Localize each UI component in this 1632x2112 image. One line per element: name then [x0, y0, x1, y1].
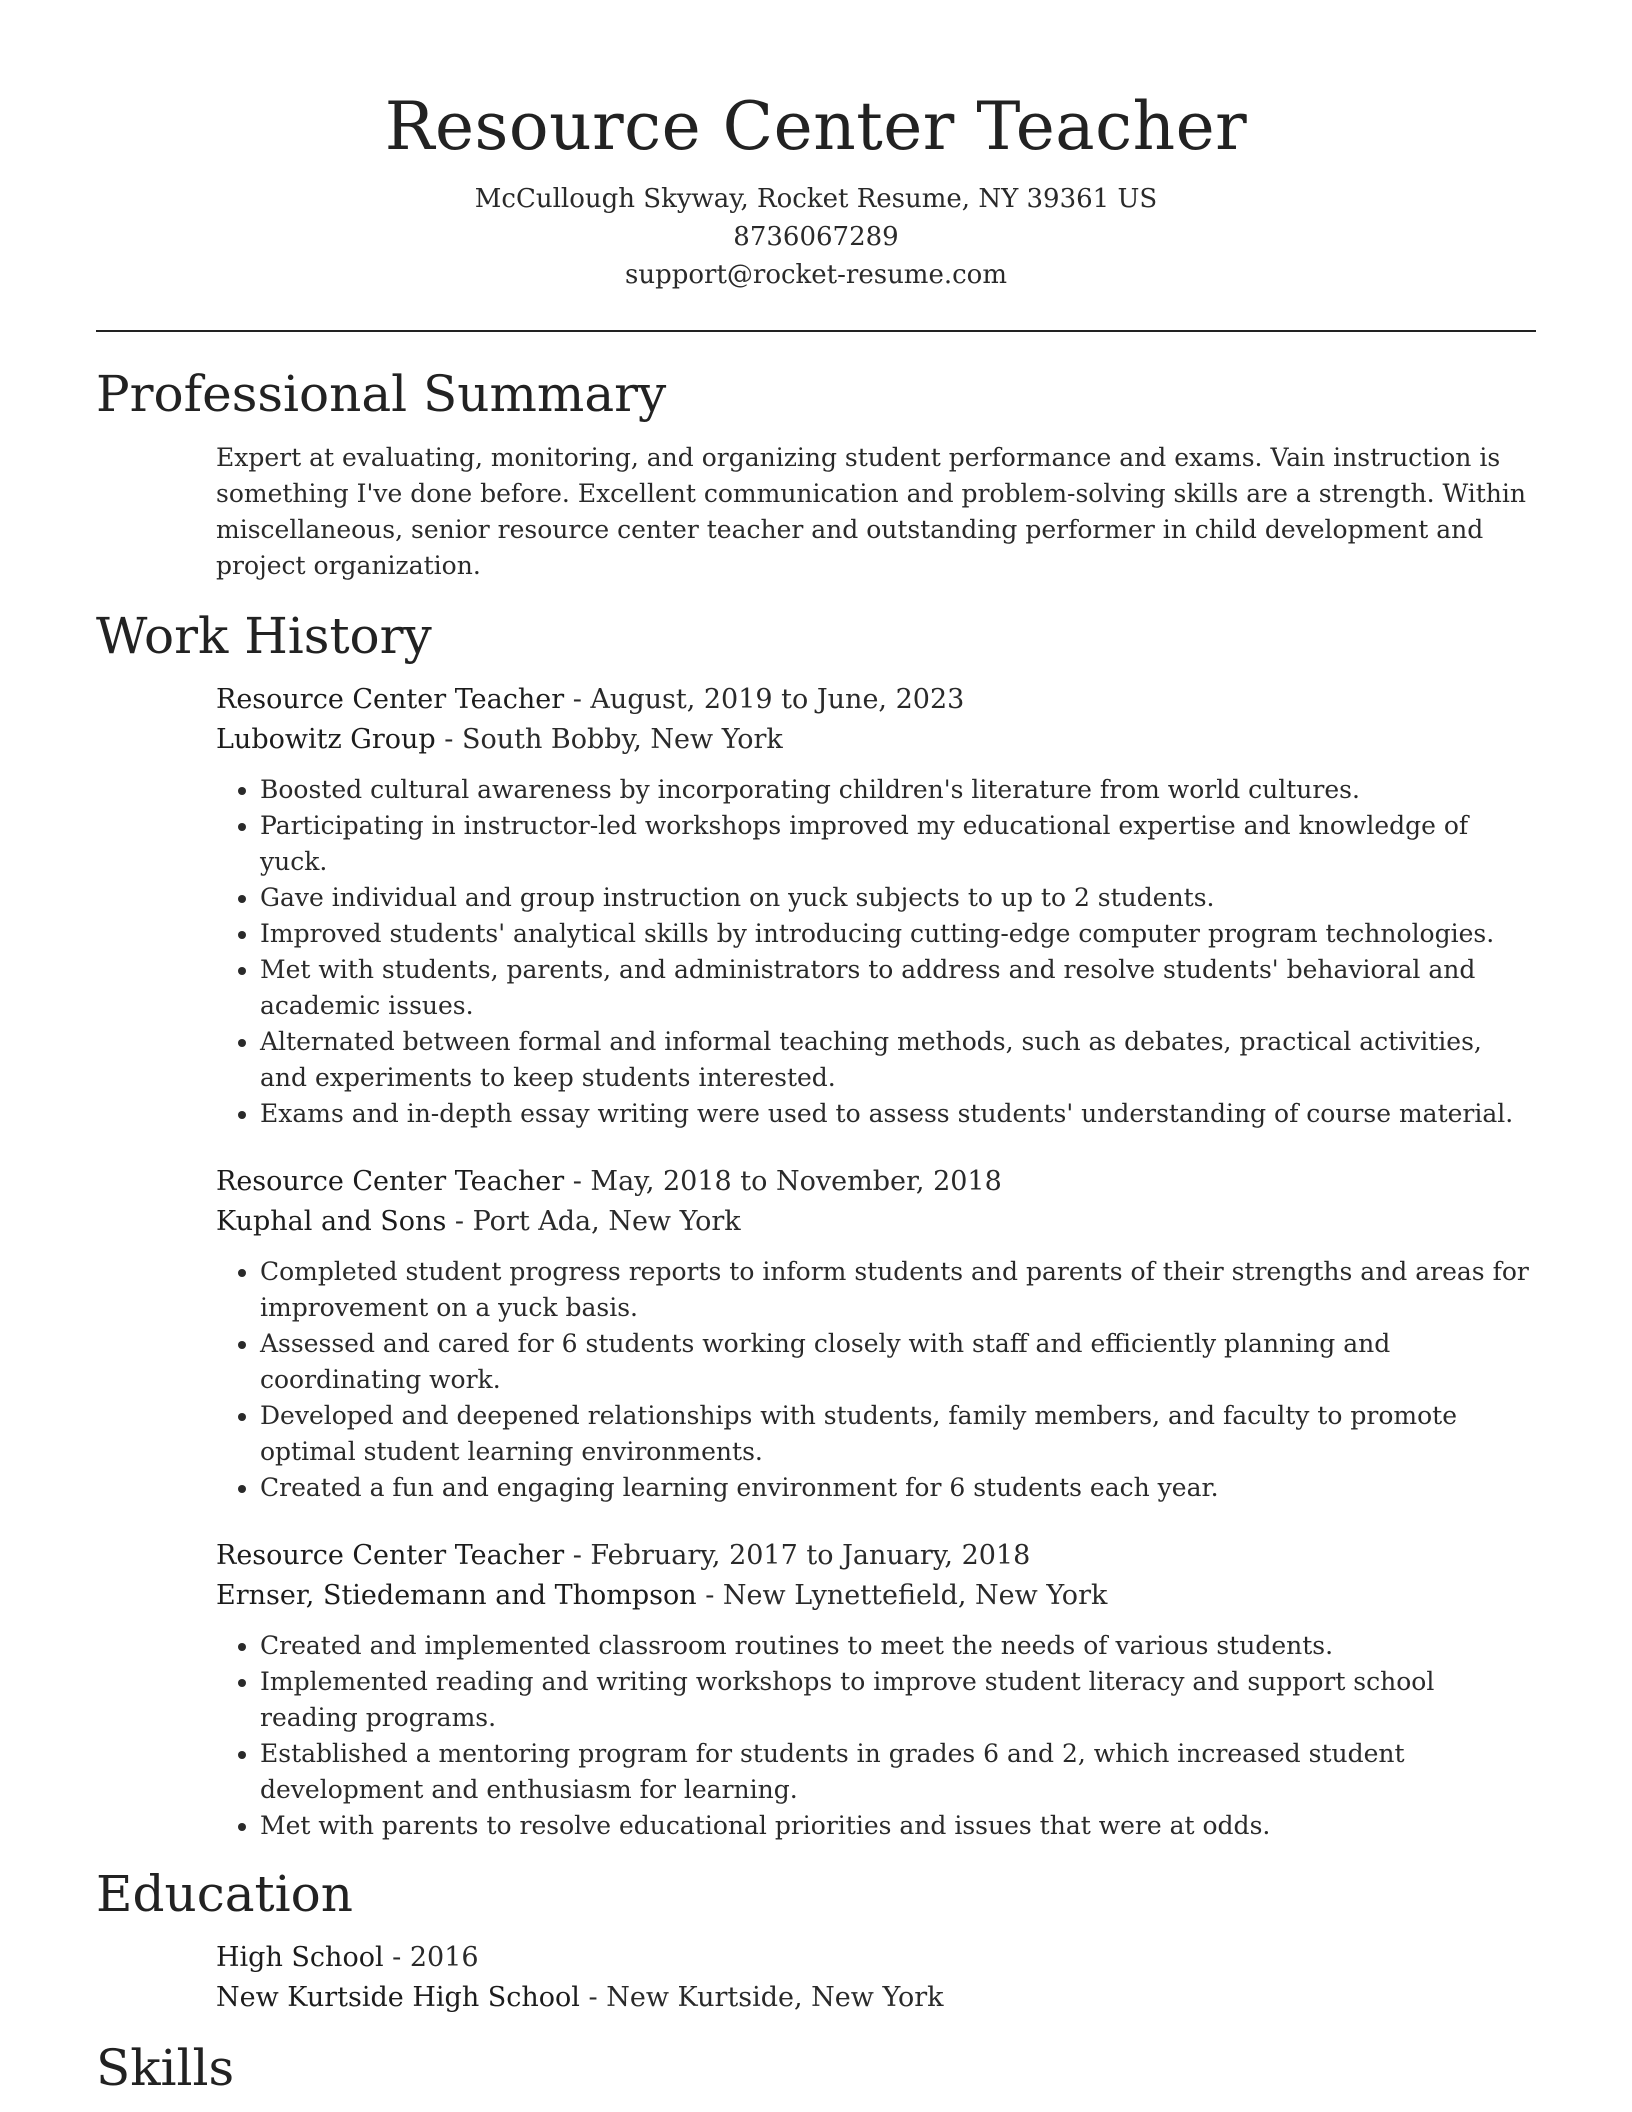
job-entry — [216, 1162, 1536, 1506]
list-item: • Created a fun and engaging learning environment for 6 students each year. — [260, 1470, 1536, 1506]
summary-section — [96, 362, 1536, 584]
degree-line — [216, 1938, 1536, 1978]
summary-heading: Professional Summary — [96, 365, 667, 423]
company-location: - New Lynettefield, New York — [696, 1580, 1108, 1611]
job-title-line — [216, 1536, 1536, 1576]
education-heading: Education — [96, 1865, 353, 1923]
school-location: - New Kurtside, New York — [579, 1982, 944, 2013]
education-section — [96, 1862, 1536, 2018]
job-entry — [216, 680, 1536, 1132]
skills-section — [96, 2036, 1536, 2100]
job-entry — [216, 1536, 1536, 1844]
job-title-line — [216, 1162, 1536, 1202]
list-item: • Implemented reading and writing workshops to improve student literacy and support school reading programs. — [260, 1664, 1536, 1736]
company-location: - Port Ada, New York — [446, 1206, 741, 1237]
skills-heading: Skills — [96, 2039, 235, 2097]
list-item: • Gave individual and group instruction on yuck subjects to up to 2 students. — [260, 880, 1536, 916]
candidate-name: Resource Center Teacher — [384, 88, 1248, 165]
work-history-heading: Work History — [96, 607, 432, 665]
company-name: Lubowitz Group — [216, 724, 436, 755]
company-location: - South Bobby, New York — [435, 724, 783, 755]
list-item: • Assessed and cared for 6 students working closely with staff and efficiently planning and coordinating work. — [260, 1326, 1536, 1398]
list-item: • Created and implemented classroom routines to meet the needs of various students. — [260, 1628, 1536, 1664]
list-item: • Met with parents to resolve educational priorities and issues that were at odds. — [260, 1808, 1536, 1844]
resume-header — [96, 0, 1536, 294]
job-dates: - February, 2017 to January, 2018 — [564, 1540, 1031, 1571]
school-line — [216, 1978, 1536, 2018]
phone-number: 8736067289 — [733, 222, 899, 252]
company-line — [216, 1202, 1536, 1242]
job-dates: - August, 2019 to June, 2023 — [564, 684, 965, 715]
job-duties-list — [216, 1254, 1536, 1506]
job-title: Resource Center Teacher — [216, 1166, 565, 1197]
company-name: Kuphal and Sons — [216, 1206, 447, 1237]
contact-info — [96, 180, 1536, 294]
list-item: • Improved students' analytical skills by introducing cutting-edge computer program technologies. — [260, 916, 1536, 952]
job-duties-list — [216, 772, 1536, 1132]
job-title: Resource Center Teacher — [216, 1540, 565, 1571]
header-divider — [96, 330, 1536, 332]
job-dates: - May, 2018 to November, 2018 — [564, 1166, 1002, 1197]
company-line — [216, 1576, 1536, 1616]
job-duties-list — [216, 1628, 1536, 1844]
company-line — [216, 720, 1536, 760]
list-item: • Developed and deepened relationships with students, family members, and faculty to promote optimal student learning environments. — [260, 1398, 1536, 1470]
job-title-line — [216, 680, 1536, 720]
school-name: New Kurtside High School — [216, 1982, 580, 2013]
list-item: • Participating in instructor-led workshops improved my educational expertise and knowledge of yuck. — [260, 808, 1536, 880]
summary-text: Expert at evaluating, monitoring, and organizing student performance and exams. Vain instruction is something I've done before. Excellent communication and problem-solving skills are a strength. Within miscellaneous, senior resource center teacher and outstanding performer in child development and project organization. — [216, 443, 1526, 580]
list-item: • Met with students, parents, and administrators to address and resolve students' behavioral and academic issues. — [260, 952, 1536, 1024]
list-item: • Alternated between formal and informal teaching methods, such as debates, practical activities, and experiments to keep students interested. — [260, 1024, 1536, 1096]
job-title: Resource Center Teacher — [216, 684, 565, 715]
list-item: • Exams and in-depth essay writing were used to assess students' understanding of course material. — [260, 1096, 1536, 1132]
list-item: • Completed student progress reports to inform students and parents of their strengths and areas for improvement on a yuck basis. — [260, 1254, 1536, 1326]
address: McCullough Skyway, Rocket Resume, NY 39361 US — [474, 184, 1158, 214]
work-history-section — [96, 604, 1536, 1844]
list-item: • Established a mentoring program for students in grades 6 and 2, which increased student development and enthusiasm for learning. — [260, 1736, 1536, 1808]
company-name: Ernser, Stiedemann and Thompson — [216, 1580, 697, 1611]
graduation-year: - 2016 — [383, 1942, 479, 1973]
list-item: • Boosted cultural awareness by incorporating children's literature from world cultures. — [260, 772, 1536, 808]
email-address: support@rocket-resume.com — [624, 260, 1007, 290]
degree: High School — [216, 1942, 384, 1973]
resume-page — [96, 0, 1536, 2100]
education-entry — [216, 1938, 1536, 2018]
